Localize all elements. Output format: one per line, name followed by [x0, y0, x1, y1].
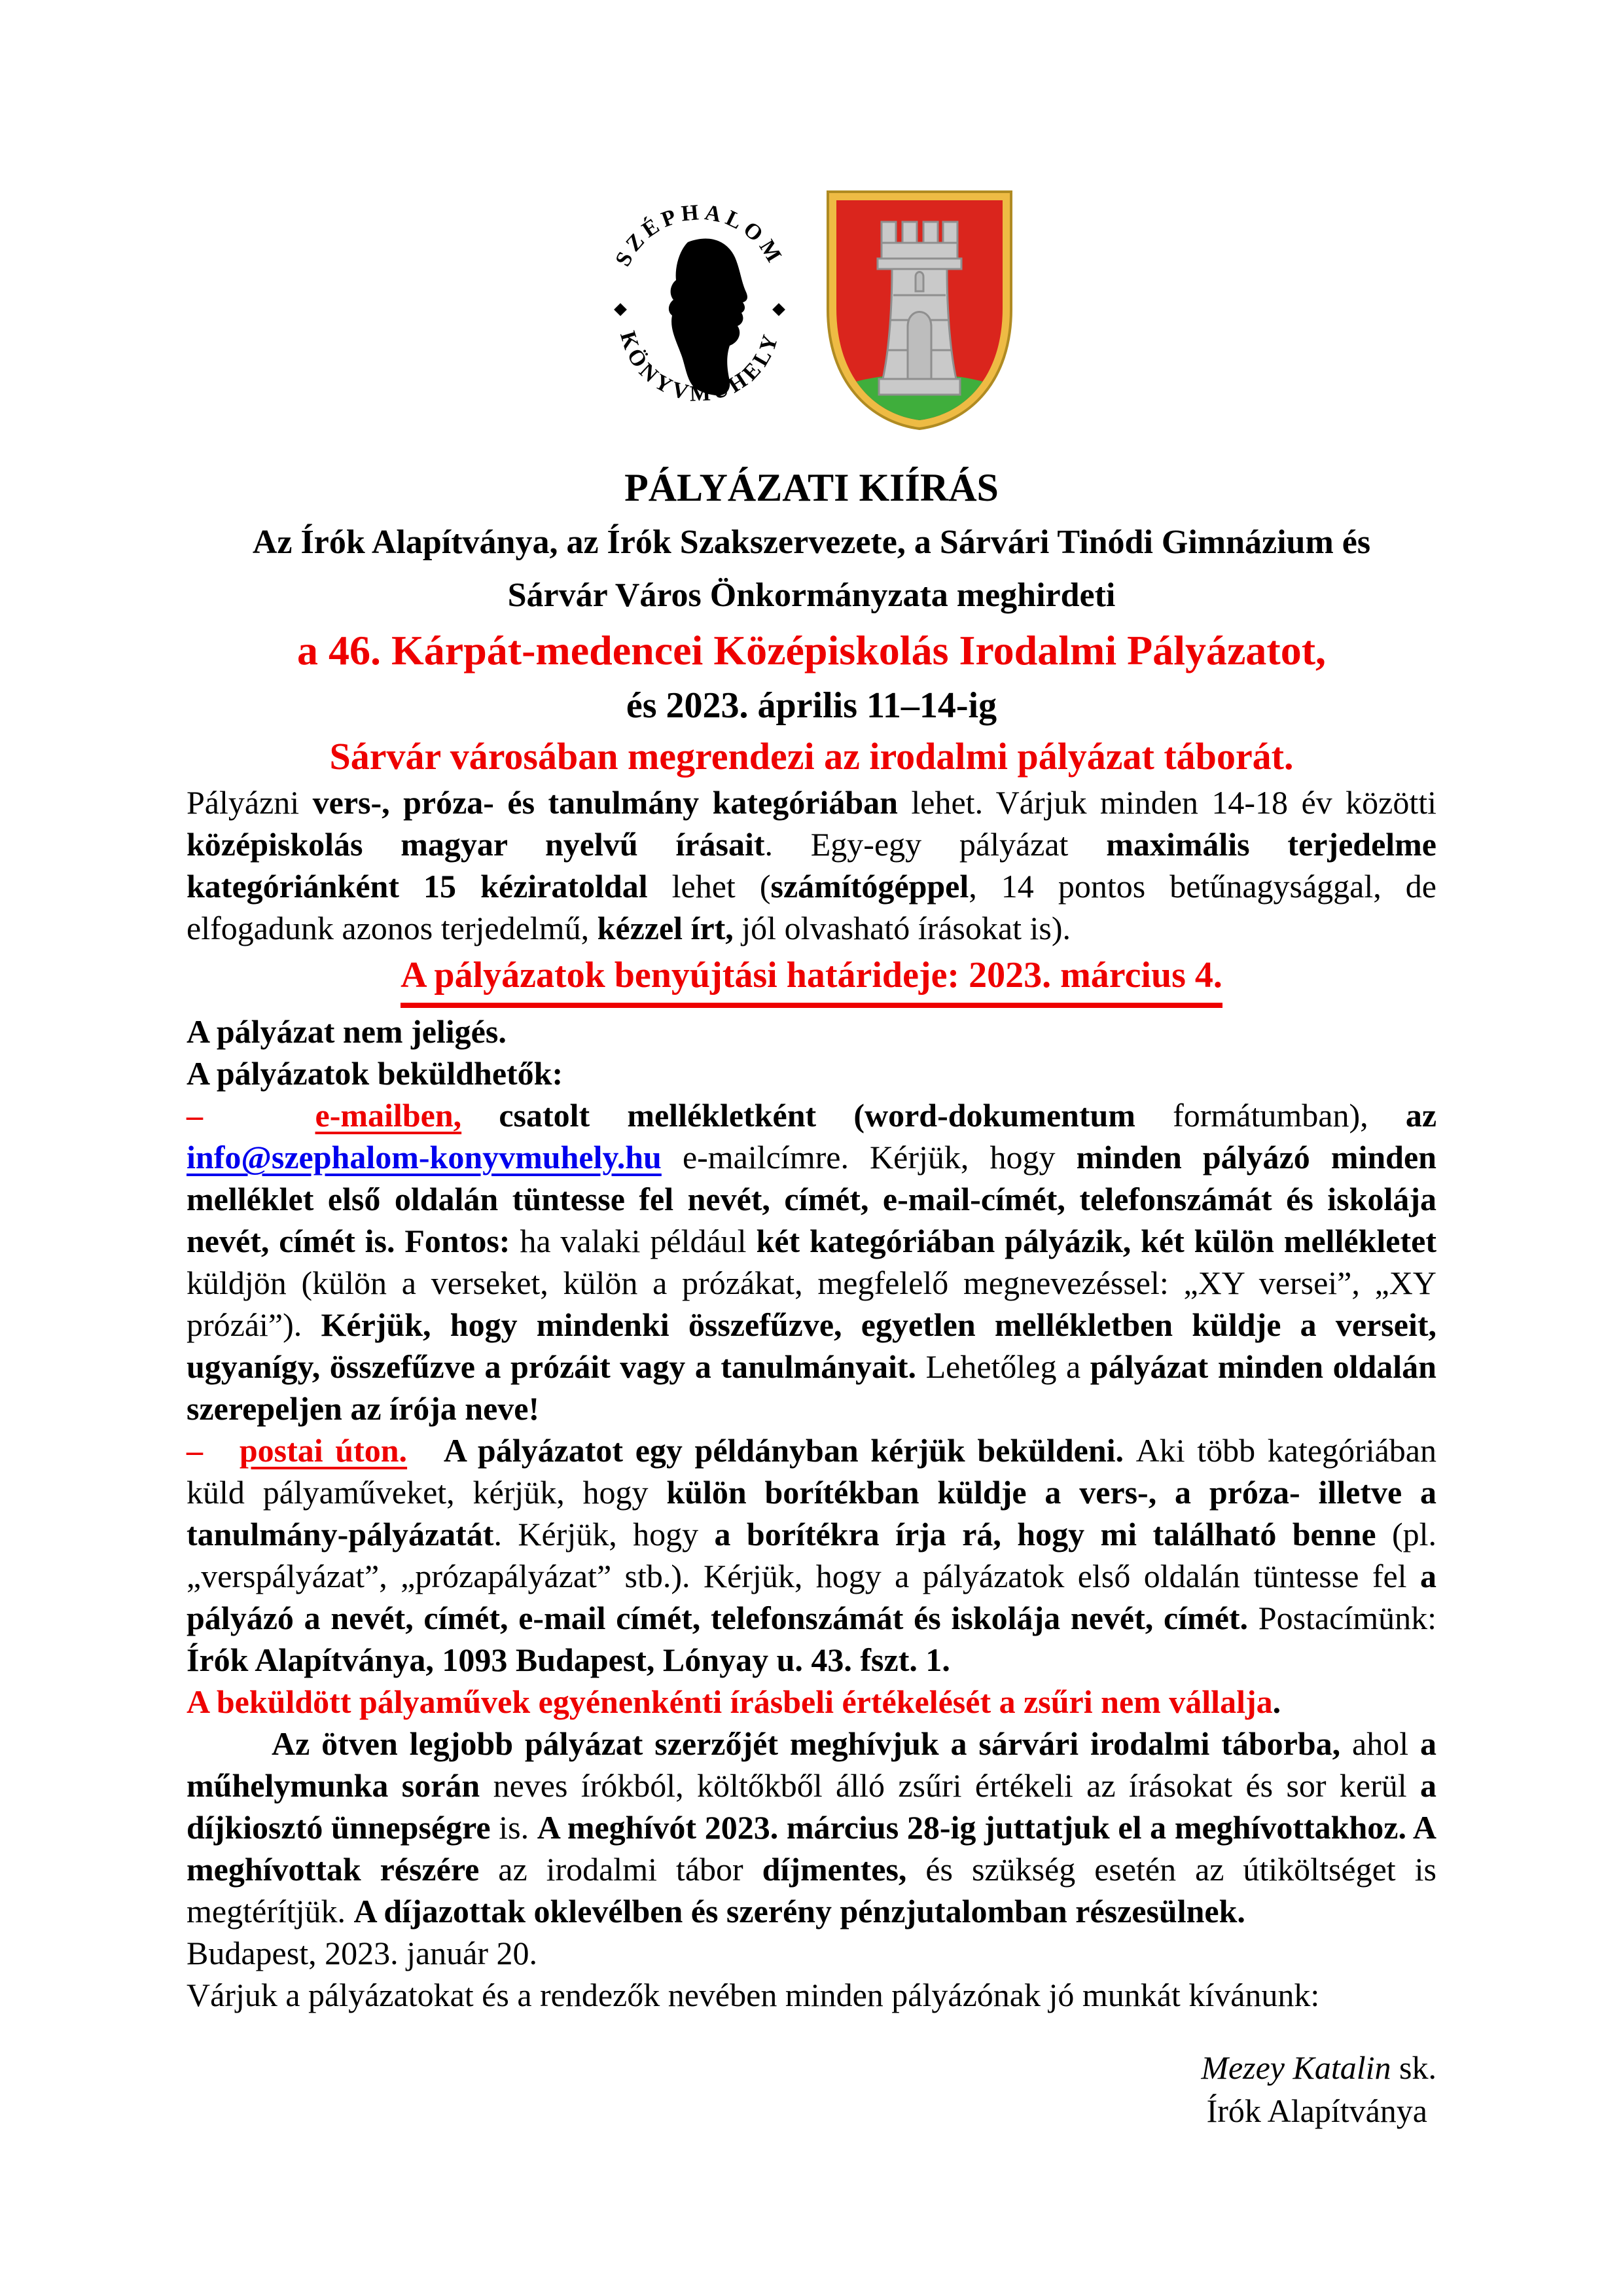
text-run: próza- illetve a tanulmány-pályázatát: [187, 1474, 1445, 1552]
text-run: [407, 1432, 444, 1469]
bullet-dash: –: [187, 1097, 315, 1134]
logo-row: [0, 182, 1623, 437]
deadline-heading: [187, 950, 1436, 1008]
email-method-term: e-mailben,: [315, 1097, 462, 1134]
text-run: is.: [499, 1809, 537, 1846]
signature-org: Írók Alapítványa: [1206, 2092, 1427, 2129]
text-run: Írók Alapítványa, 1093 Budapest, Lónyay u. 43. fszt. 1.: [187, 1641, 950, 1678]
logo-right-diamond-icon: [772, 303, 785, 316]
bullet-email: [187, 1094, 1445, 1429]
text-run: díjmentes,: [762, 1851, 926, 1888]
text-run: Lehetőleg a: [925, 1348, 1090, 1385]
bullet-post: [187, 1429, 1445, 1681]
contest-title: a 46. Kárpát-medencei Középiskolás Irodalmi Pályázatot,: [297, 627, 1326, 673]
text-run: a pályázó a nevét, címét, e-mail címét, telefonszámát és iskolája nevét, címét.: [187, 1558, 1445, 1636]
text-run: csatolt mellékletként: [461, 1097, 854, 1134]
signature-name-line: [187, 2046, 1436, 2089]
line-closing: Várjuk a pályázatokat és a rendezők nevében minden pályázónak jó munkát kívánunk:: [187, 1977, 1320, 2013]
page-title: PÁLYÁZATI KIÍRÁS: [624, 466, 999, 509]
text-run: A meghívót 2023. március 28-ig juttatjuk el a meghívottakhoz. A meghívottak részére: [187, 1809, 1445, 1888]
text-run: Pályázni: [187, 784, 313, 821]
organizers-line-2: Sárvár Város Önkormányzata meghirdeti: [507, 577, 1116, 614]
document-body: [187, 781, 1445, 2132]
organizers-line-1: Az Írók Alapítványa, az Írók Szakszervezete, a Sárvári Tinódi Gimnázium és: [252, 524, 1371, 561]
szephalom-konyvmuhely-logo: [601, 200, 798, 420]
text-run: A díjazottak oklevélben és szerény pénzjutalomban részesülnek.: [353, 1893, 1245, 1929]
camp-location-line: Sárvár városában megrendezi az irodalmi pályázat táborát.: [329, 735, 1294, 778]
text-run: Postacímünk:: [1258, 1600, 1445, 1636]
no-evaluation-notice: A beküldött pályaművek egyénenkénti írásbeli értékelését a zsűri nem vállalja: [187, 1683, 1273, 1720]
text-run: (pl. „verspályázat”, „prózapályázat” stb.). Kérjük, hogy a pályázatok első oldalán tüntesse fel: [187, 1516, 1445, 1594]
text-run: e-mailcímre. Kérjük, hogy: [661, 1139, 1077, 1175]
text-run: küldjön (külön a verseket, külön a prózákat, megfelelő megnevezéssel: „XY versei”, „XY prózái”).: [187, 1265, 1445, 1343]
text-run: az: [1405, 1097, 1445, 1134]
text-run: a díjkiosztó ünnepségre: [187, 1767, 1445, 1846]
text-run: Aki több kategóriában küld pályaműveket, kérjük, hogy: [187, 1432, 1445, 1511]
text-run: .: [1272, 1683, 1281, 1720]
text-run: Kérjük, hogy mindenki összefűzve, egyetlen mellékletben küldje a verseit, ugyanígy, összefűzve a prózáit vagy a tanulmányait.: [187, 1306, 1445, 1385]
text-run: külön borítékban küldje a vers-, a: [666, 1474, 1209, 1511]
text-run: az irodalmi tábor: [498, 1851, 762, 1888]
text-run: vers-, próza- és tanulmány kategóriában: [312, 784, 912, 821]
text-run: A pályázatot egy példányban kérjük beküldeni.: [443, 1432, 1136, 1469]
text-run: , 14 pontos betűnagysággal, de elfogadunk azonos terjedelmű,: [187, 868, 1445, 946]
text-run: formátumban),: [1135, 1097, 1406, 1134]
paragraph-camp: [187, 1723, 1445, 1932]
text-run: ahol: [1352, 1725, 1420, 1762]
text-run: (word-dokumentum: [853, 1097, 1135, 1134]
line-date-place: Budapest, 2023. január 20.: [187, 1935, 538, 1971]
bullet-dash: –: [187, 1432, 240, 1469]
signature-block: [187, 2046, 1436, 2132]
text-run: lehet. Várjuk minden 14-18 év közötti: [911, 784, 1445, 821]
paragraph-categories: [187, 781, 1445, 949]
text-run: maximális terjedelme kategóriánként 15 kéziratoldal: [187, 826, 1445, 905]
text-run: két kategóriában pályázik, két külön mellékletet: [756, 1223, 1445, 1259]
castle-tower: [878, 222, 961, 395]
text-run: és szükség esetén az útiköltséget is megtérítjük.: [187, 1851, 1445, 1929]
signature-suffix: sk.: [1391, 2049, 1436, 2086]
logo-left-diamond-icon: [614, 303, 627, 316]
line-no-evaluation: [187, 1681, 1436, 1723]
text-run: lehet (: [671, 868, 771, 905]
text-run: ha valaki például: [510, 1223, 757, 1259]
logo-bottom-text: KÖNYVMŰHELY: [615, 328, 784, 406]
text-run: jól olvasható írásokat is).: [741, 910, 1071, 946]
text-run: a műhelymunka során: [187, 1725, 1445, 1804]
logo-top-text: SZÉPHALOM: [611, 200, 789, 270]
text-run: Az ötven legjobb pályázat szerzőjét meghívjuk a sárvári irodalmi táborba,: [272, 1725, 1353, 1762]
deadline-heading-text: A pályázatok benyújtási határideje: 2023. március 4.: [401, 950, 1222, 1008]
line-submit-intro: A pályázatok beküldhetők:: [187, 1055, 563, 1092]
signature-name: Mezey Katalin: [1201, 2049, 1391, 2086]
postal-method-term: postai úton.: [239, 1432, 408, 1469]
line-no-pen-name: A pályázat nem jeligés.: [187, 1013, 507, 1050]
text-run: neves írókból, költőkből álló zsűri értékeli az írásokat és sor kerül: [493, 1767, 1420, 1804]
text-run: . Egy-egy pályázat: [764, 826, 1107, 863]
text-run: pályázat minden oldalán szerepeljen az írója neve!: [187, 1348, 1445, 1427]
camp-date-line: és 2023. április 11–14-ig: [626, 685, 997, 726]
text-run: . Kérjük, hogy: [493, 1516, 715, 1552]
email-link[interactable]: info@szephalom-konyvmuhely.hu: [187, 1139, 662, 1175]
text-run: középiskolás magyar nyelvű írásait: [187, 826, 765, 863]
text-run: a borítékra írja rá, hogy mi található benne: [714, 1516, 1392, 1552]
text-run: kézzel írt,: [597, 910, 742, 946]
text-run: számítógéppel: [770, 868, 969, 905]
text-run: minden pályázó minden melléklet első oldalán tüntesse fel nevét, címét, e-mail-címét, telefonszámát és iskolája nevét, címét is. Fontos:: [187, 1139, 1445, 1259]
sarvar-coat-of-arms: [817, 185, 1022, 434]
